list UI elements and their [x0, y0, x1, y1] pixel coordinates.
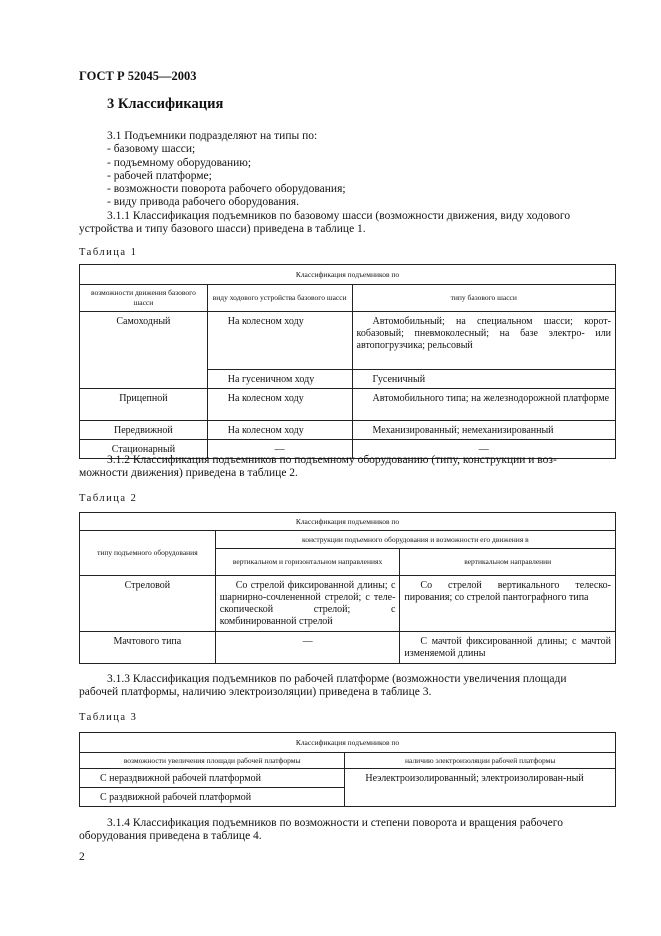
table2-cell: Со стрелой фиксированной длины; с шарнирно-сочлененной стрелой; с теле-скопической стрелой; с комбинированной стрелой [215, 576, 400, 632]
table2-col-header: вертикальном направлении [400, 549, 616, 576]
table1-cell: На гусеничном ходу [207, 370, 352, 389]
paragraph-line: устройства и типу базового шасси) приведена в таблице 1. [79, 223, 366, 236]
table2-col-header: вертикальном и горизонтальном направлениях [215, 549, 400, 576]
table3-col-header: наличию электроизоляции рабочей платформы [345, 753, 616, 769]
paragraph-313 [79, 673, 616, 700]
table1-cell: На колесном ходу [207, 421, 352, 440]
intro-paragraph [79, 130, 616, 236]
table1-cell: Гусеничный [352, 370, 615, 389]
paragraph-line: 3.1.1 Классификация подъемников по базовому шасси (возможности движения, виду ходового [107, 209, 571, 222]
table3-cell: Неэлектроизолированный; электроизолирован-ный [345, 769, 616, 807]
table1-cell: Прицепной [80, 389, 208, 421]
paragraph-line: можности движения) приведена в таблице 2. [79, 467, 298, 480]
page-number: 2 [79, 851, 85, 863]
table1-cell: На колесном ходу [207, 389, 352, 421]
table2-sub-header: конструкции подъемного оборудования и возможности его движения в [215, 531, 615, 549]
paragraph-312 [79, 454, 616, 481]
list-item: - возможности поворота рабочего оборудования; [107, 183, 346, 196]
table3 [79, 732, 616, 807]
table1-group-header: Классификация подъемников по [80, 265, 616, 285]
list-item: - виду привода рабочего оборудования. [107, 196, 299, 209]
table2-cell: Мачтового типа [80, 632, 216, 664]
table2-cell: С мачтой фиксированной длины; с мачтой изменяемой длины [400, 632, 616, 664]
table1-col-header: типу базового шасси [352, 285, 615, 312]
table2-caption: Таблица 2 [79, 493, 138, 504]
paragraph-line: рабочей платформы, наличию электроизоляции) приведена в таблице 3. [79, 686, 432, 699]
list-item: - базовому шасси; [107, 143, 196, 156]
table1-cell: — [352, 440, 615, 459]
document-header: ГОСТ Р 52045—2003 [79, 69, 197, 83]
paragraph-line: 3.1.4 Классификация подъемников по возможности и степени поворота и вращения рабочего [107, 817, 563, 829]
table1-cell: Автомобильного типа; на железнодорожной платформе [352, 389, 615, 421]
table3-col-header: возможности увеличения площади рабочей платформы [80, 753, 345, 769]
table1-cell: Автомобильный; на специальном шасси; корот-кобазовый; пневмоколесный; на базе электро- или автопогрузчика; рельсовый [352, 312, 615, 370]
list-item: - рабочей платформе; [107, 169, 212, 182]
table2 [79, 512, 616, 664]
table1-cell: Стационарный [80, 440, 208, 459]
table2-cell: Со стрелой вертикального телеско-пирования; со стрелой пантографного типа [400, 576, 616, 632]
paragraph-line: 3.1.3 Классификация подъемников по рабочей платформе (возможности увеличения площади [107, 673, 567, 685]
table1 [79, 264, 616, 459]
table3-group-header: Классификация подъемников по [80, 733, 616, 753]
list-item: - подъемному оборудованию; [107, 156, 252, 169]
paragraph-line: 3.1.2 Классификация подъемников по подъемному оборудованию (типу, конструкции и воз- [107, 454, 557, 466]
paragraph-314 [79, 817, 616, 844]
table2-cell: — [215, 632, 400, 664]
table1-cell: Механизированный; немеханизированный [352, 421, 615, 440]
table2-col-header: типу подъемного оборудования [80, 531, 216, 576]
table1-caption: Таблица 1 [79, 247, 138, 258]
intro-line: 3.1 Подъемники подразделяют на типы по: [107, 130, 318, 142]
table2-cell: Стреловой [80, 576, 216, 632]
table1-col-header: возможности движения базового шасси [80, 285, 208, 312]
table3-cell: С раздвижной рабочей платформой [80, 788, 345, 807]
table2-group-header: Классификация подъемников по [80, 513, 616, 531]
table3-caption: Таблица 3 [79, 712, 138, 723]
table1-cell: Самоходный [80, 312, 208, 389]
table1-cell: — [207, 440, 352, 459]
table1-cell: На колесном ходу [207, 312, 352, 370]
table1-col-header: виду ходового устройства базового шасси [207, 285, 352, 312]
table3-cell: С нераздвижной рабочей платформой [80, 769, 345, 788]
paragraph-line: оборудования приведена в таблице 4. [79, 830, 262, 843]
section-title: 3 Классификация [107, 96, 224, 112]
table1-cell: Передвижной [80, 421, 208, 440]
